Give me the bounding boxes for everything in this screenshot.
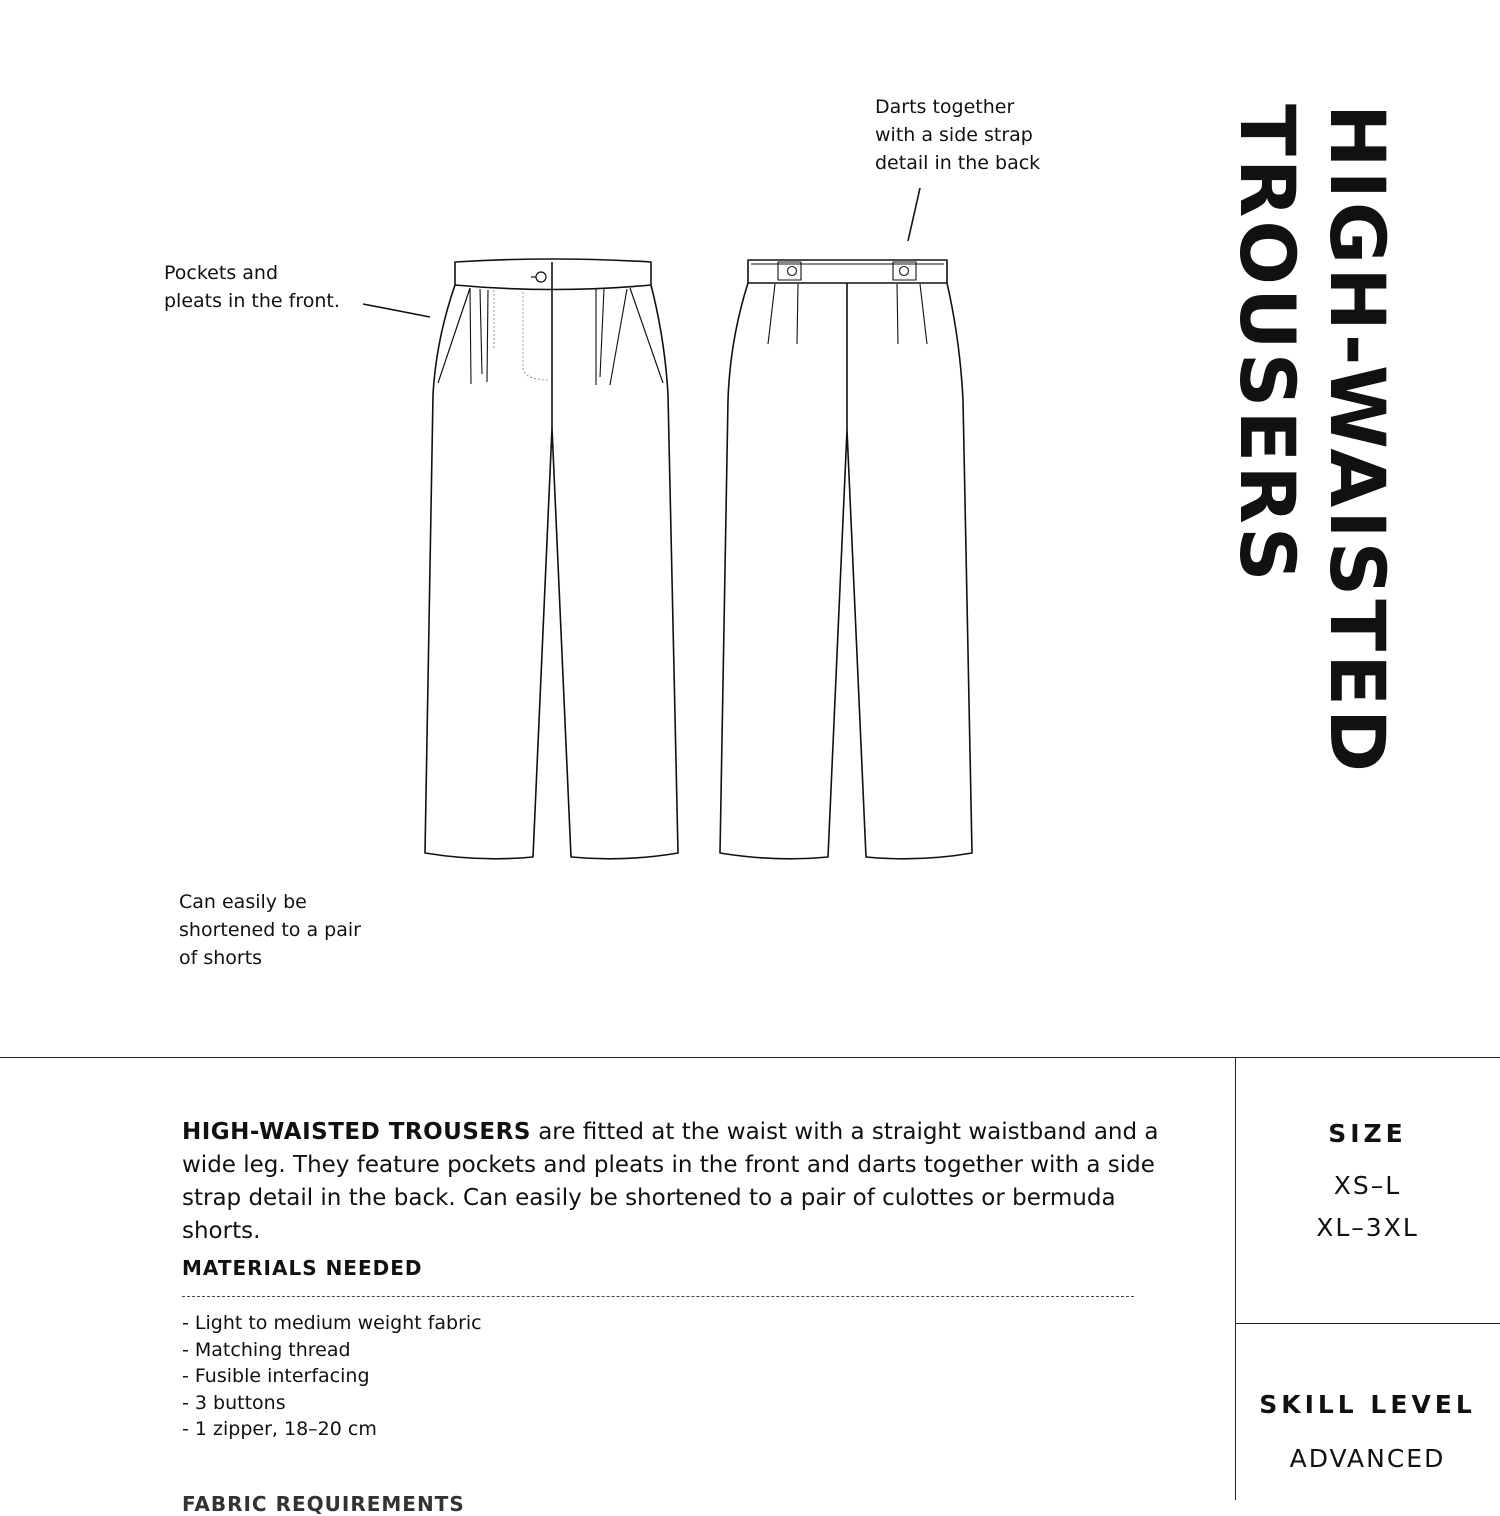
leader-line-pockets (363, 304, 430, 317)
list-item: - Matching thread (182, 1338, 351, 1361)
list-item: - Light to medium weight fabric (182, 1312, 482, 1334)
dashed-divider (182, 1296, 1134, 1297)
size-heading: SIZE (1328, 1119, 1407, 1148)
annotation-line: Pockets and (164, 262, 278, 284)
annotation-line: pleats in the front. (164, 290, 340, 312)
title-line-1: HIGH-WAISTED (1313, 104, 1402, 776)
annotation-line: Can easily be (179, 891, 307, 913)
annotation-line: Darts together (875, 96, 1015, 118)
annotation-line: with a side strap (875, 124, 1033, 146)
annotation-line: detail in the back (875, 152, 1041, 174)
size-value: XL–3XL (1316, 1213, 1419, 1242)
list-item: - 3 buttons (182, 1391, 286, 1414)
description-lead: HIGH-WAISTED TROUSERS (182, 1119, 531, 1145)
materials-heading: MATERIALS NEEDED (182, 1256, 423, 1280)
fabric-requirements-heading: FABRIC REQUIREMENTS (182, 1492, 465, 1516)
back-view-trousers (720, 260, 972, 859)
divider (1235, 1323, 1500, 1324)
description-text: are fitted at the waist with a straight waistband and a wide leg. They feature pockets and pleats in the front and darts together with a side strap detail in the back. Can easily be shortened to a pair of culottes or bermuda shorts. (182, 1119, 1159, 1244)
size-value: XS–L (1333, 1171, 1402, 1200)
size-values (1235, 1165, 1500, 1249)
annotation-line: of shorts (179, 947, 263, 969)
annotation-line: shortened to a pair (179, 919, 361, 941)
button-icon (900, 267, 909, 276)
list-item: - 1 zipper, 18–20 cm (182, 1418, 377, 1440)
title-line-2: TROUSERS (1223, 104, 1312, 585)
materials-list (182, 1310, 482, 1443)
button-icon (536, 272, 546, 282)
divider (0, 1057, 1500, 1058)
skill-value: ADVANCED (1289, 1444, 1446, 1473)
button-icon (788, 267, 797, 276)
leader-line-darts (908, 188, 920, 241)
front-view-trousers (425, 259, 678, 859)
skill-heading: SKILL LEVEL (1259, 1390, 1476, 1419)
description (182, 1116, 1182, 1248)
list-item: - Fusible interfacing (182, 1365, 370, 1387)
